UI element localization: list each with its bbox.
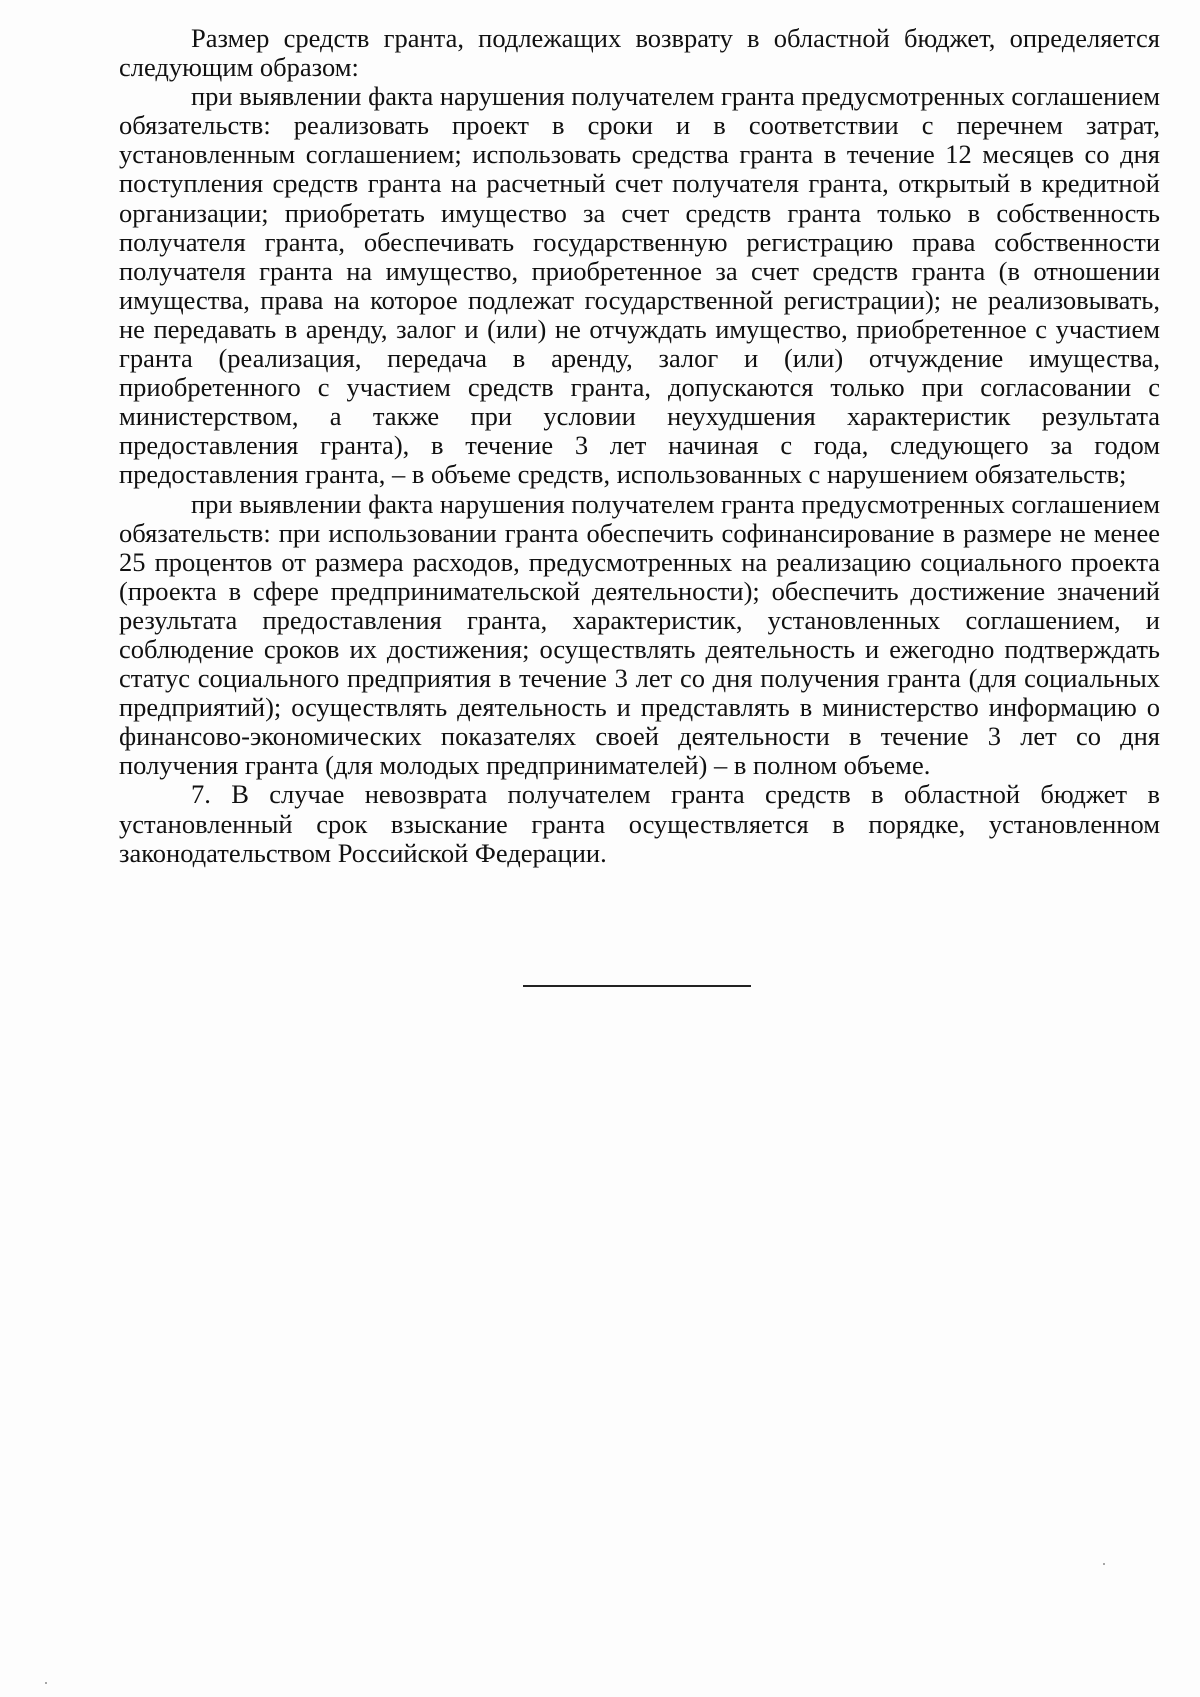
closing-divider-line [523, 985, 751, 987]
document-body [119, 24, 1160, 868]
paragraph-item-7-recovery: 7. В случае невозврата получателем гранта средств в областной бюджет в установленный срок взыскание гранта осуществляется в порядке, установленном законодательством Российской Федерации. [119, 779, 1160, 868]
scan-speck [45, 1682, 47, 1684]
paragraph-refund-full-amount: при выявлении факта нарушения получателем гранта предусмотренных соглашением обязательств: при использовании гранта обеспечить софинансирование в размере не менее 25 процентов от размера расходов, предусмотренных на реализацию социального проекта (проекта в сфере предпринимательской деятельности); обеспечить достижение значений результата предоставления гранта, характеристик, установленных соглашением, и соблюдение сроков их достижения; осуществлять деятельность и ежегодно подтверждать статус социального предприятия в течение 3 лет со дня получения гранта (для социальных предприятий); осуществлять деятельность и представлять в министерство информацию о финансово-экономических показателях своей деятельности в течение 3 лет со дня получения гранта (для молодых предпринимателей) – в полном объеме. [119, 488, 1160, 781]
paragraph-refund-amount-intro: Размер средств гранта, подлежащих возврату в областной бюджет, определяется следующим образом: [119, 23, 1160, 83]
paragraph-refund-violation-obligations: при выявлении факта нарушения получателем гранта предусмотренных соглашением обязательств: реализовать проект в сроки и в соответствии с перечнем затрат, установленным соглашением; использовать средства гранта в течение 12 месяцев со дня поступления средств гранта на расчетный счет получателя гранта, открытый в кредитной организации; приобретать имущество за счет средств гранта только в собственность получателя гранта, обеспечивать государственную регистрацию права собственности получателя гранта на имущество, приобретенное за счет средств гранта (в отношении имущества, права на которое подлежат государственной регистрации); не реализовывать, не передавать в аренду, залог и (или) не отчуждать имущество, приобретенное с участием гранта (реализация, передача в аренду, залог и (или) отчуждение имущества, приобретенного с участием средств гранта, допускаются только при согласовании с министерством, а также при условии неухудшения характеристик результата предоставления гранта), в течение 3 лет начиная с года, следующего за годом предоставления гранта, – в объеме средств, использованных с нарушением обязательств; [119, 81, 1160, 490]
scan-speck [1103, 1563, 1105, 1565]
